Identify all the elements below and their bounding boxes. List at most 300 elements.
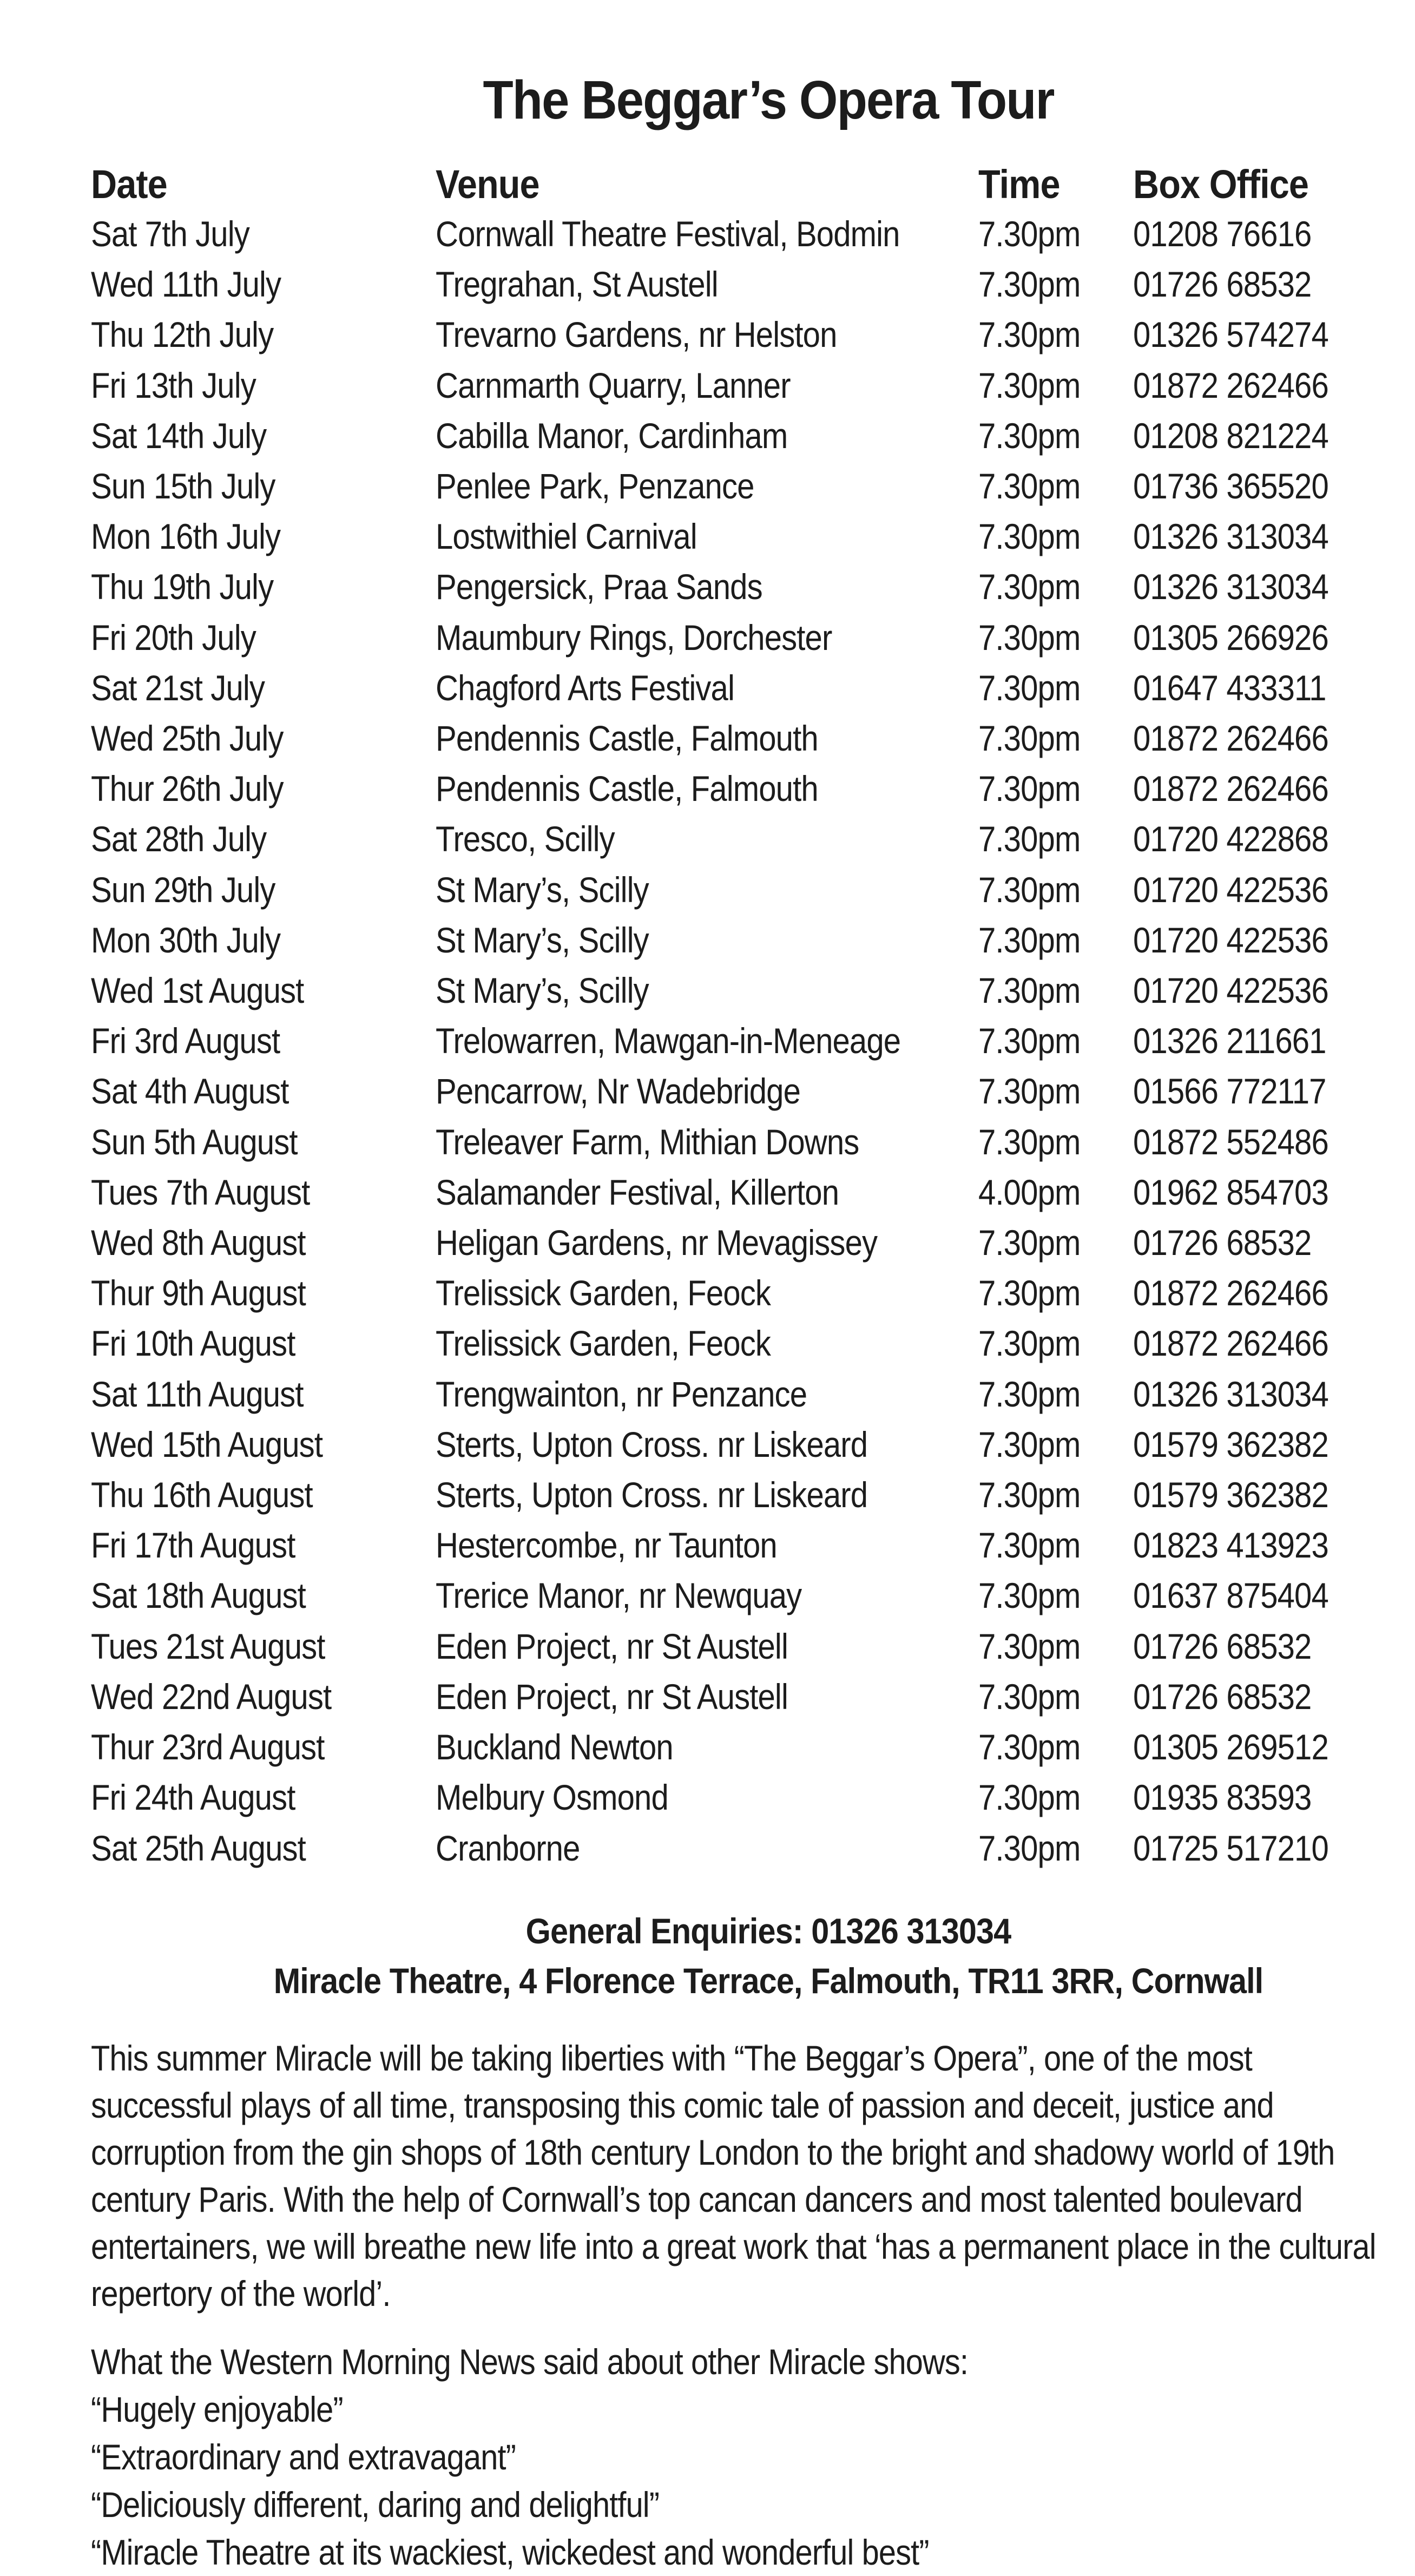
tour-time-cell: [978, 259, 1133, 310]
tour-date: Sat 11th August: [91, 1374, 304, 1414]
tour-venue-cell: [436, 713, 978, 764]
tour-date: Mon 30th July: [91, 919, 281, 960]
box-office-number: 01326 313034: [1133, 1374, 1328, 1414]
box-office-number: 01736 365520: [1133, 466, 1328, 507]
tour-time-cell: [978, 1520, 1133, 1570]
table-row: [91, 1772, 1355, 1823]
tour-venue: Carnmarth Quarry, Lanner: [436, 365, 791, 405]
tour-venue: Trelissick Garden, Feock: [436, 1273, 771, 1313]
box-office-number-cell: [1133, 1672, 1355, 1722]
tour-date: Thur 23rd August: [91, 1727, 325, 1767]
tour-time: 7.30pm: [978, 819, 1081, 859]
box-office-number: 01872 262466: [1133, 365, 1328, 405]
tour-venue: Pendennis Castle, Falmouth: [436, 768, 818, 809]
tour-time-cell: [978, 814, 1133, 864]
tour-venue: Trerice Manor, nr Newquay: [436, 1575, 802, 1616]
tour-time: 7.30pm: [978, 214, 1081, 254]
tour-date: Sat 18th August: [91, 1575, 306, 1616]
box-office-number: 01208 821224: [1133, 415, 1328, 456]
tour-date-cell: [91, 1621, 436, 1672]
tour-date-cell: [91, 1520, 436, 1570]
table-row: [91, 915, 1355, 965]
tour-date-cell: [91, 1167, 436, 1218]
box-office-number: 01305 266926: [1133, 617, 1328, 658]
tour-venue-cell: [436, 663, 978, 713]
tour-date: Sat 21st July: [91, 667, 265, 708]
table-row: [91, 1570, 1355, 1621]
description-text: This summer Miracle will be taking liberties with “The Beggar’s Opera”, one of the most successful plays of all time, transposing this comic tale of passion and deceit, justice and corruption from the gin shops of 18th century London to the bright and shadowy world of 19th century Paris. With the help of Cornwall’s top cancan dancers and most talented boulevard entertainers, we will breathe new life into a great work that ‘has a permanent place in the cultural repertory of the world’.: [91, 2038, 1376, 2314]
tour-date-cell: [91, 461, 436, 511]
box-office-number-cell: [1133, 1218, 1355, 1268]
box-office-number-cell: [1133, 259, 1355, 310]
venue-column-header: Venue: [436, 162, 539, 207]
tour-date: Wed 15th August: [91, 1424, 323, 1464]
tour-venue-cell: [436, 1772, 978, 1823]
tour-date: Fri 3rd August: [91, 1021, 280, 1061]
tour-time: 7.30pm: [978, 1071, 1081, 1112]
tour-time-cell: [978, 1369, 1133, 1420]
box-office-number: 01823 413923: [1133, 1525, 1328, 1566]
box-office-number-cell: [1133, 461, 1355, 511]
tour-date-cell: [91, 713, 436, 764]
tour-time: 7.30pm: [978, 365, 1081, 405]
tour-time-cell: [978, 1772, 1133, 1823]
box-office-number-cell: [1133, 613, 1355, 663]
tour-time-cell: [978, 915, 1133, 965]
tour-venue-cell: [436, 965, 978, 1016]
box-office-number-cell: [1133, 965, 1355, 1016]
tour-time-cell: [978, 965, 1133, 1016]
tour-date-cell: [91, 663, 436, 713]
tour-time: 7.30pm: [978, 1676, 1081, 1717]
tour-time: 7.30pm: [978, 516, 1081, 557]
tour-date-cell: [91, 310, 436, 360]
tour-date: Wed 11th July: [91, 264, 281, 305]
tour-time: 7.30pm: [978, 1828, 1081, 1868]
tour-date: Thur 26th July: [91, 768, 284, 809]
tour-time-cell: [978, 613, 1133, 663]
tour-date-cell: [91, 1722, 436, 1772]
tour-date-cell: [91, 1823, 436, 1874]
box-office-number-cell: [1133, 1823, 1355, 1874]
tour-date-cell: [91, 511, 436, 562]
table-row: [91, 1016, 1355, 1066]
box-office-number: 01726 68532: [1133, 264, 1312, 305]
tour-venue-cell: [436, 511, 978, 562]
press-quotes: [91, 2338, 1379, 2576]
table-row: [91, 713, 1355, 764]
box-office-number: 01305 269512: [1133, 1727, 1328, 1767]
table-row: [91, 310, 1355, 360]
box-office-number-cell: [1133, 1420, 1355, 1470]
table-row: [91, 1621, 1355, 1672]
tour-venue: St Mary’s, Scilly: [436, 970, 649, 1011]
tour-time: 7.30pm: [978, 1323, 1081, 1364]
box-office-number: 01872 262466: [1133, 768, 1328, 809]
tour-venue-cell: [436, 865, 978, 915]
table-row: [91, 1722, 1355, 1772]
time-column-header: Time: [978, 162, 1060, 207]
table-row: [91, 965, 1355, 1016]
box-office-number-cell: [1133, 814, 1355, 864]
tour-date: Fri 13th July: [91, 365, 256, 405]
tour-date-cell: [91, 915, 436, 965]
tour-venue: St Mary’s, Scilly: [436, 919, 649, 960]
tour-date-cell: [91, 1672, 436, 1722]
box-office-number-cell: [1133, 1621, 1355, 1672]
tour-date: Wed 22nd August: [91, 1676, 332, 1717]
tour-date-cell: [91, 1420, 436, 1470]
tour-time: 7.30pm: [978, 314, 1081, 355]
tour-venue-cell: [436, 1520, 978, 1570]
tour-time: 7.30pm: [978, 1374, 1081, 1414]
tour-time-cell: [978, 1167, 1133, 1218]
tour-venue: Sterts, Upton Cross. nr Liskeard: [436, 1424, 868, 1464]
tour-venue-cell: [436, 1117, 978, 1167]
box-office-number-cell: [1133, 1570, 1355, 1621]
press-quote: “Miracle Theatre at its wackiest, wickedest and wonderful best”: [91, 2532, 929, 2572]
tour-time: 7.30pm: [978, 768, 1081, 809]
tour-venue-cell: [436, 1570, 978, 1621]
tour-venue: Trevarno Gardens, nr Helston: [436, 314, 837, 355]
table-row: [91, 1672, 1355, 1722]
box-office-number-cell: [1133, 713, 1355, 764]
table-row: [91, 1318, 1355, 1369]
tour-time: 7.30pm: [978, 264, 1081, 305]
tour-date-cell: [91, 1470, 436, 1520]
tour-venue-cell: [436, 1722, 978, 1772]
tour-date-cell: [91, 360, 436, 411]
table-row: [91, 1520, 1355, 1570]
table-row: [91, 461, 1355, 511]
tour-time: 7.30pm: [978, 567, 1081, 607]
tour-date: Sat 7th July: [91, 214, 249, 254]
box-office-number: 01872 552486: [1133, 1121, 1328, 1162]
tour-schedule-table: [91, 209, 1355, 1874]
tour-date-cell: [91, 562, 436, 612]
table-row: [91, 562, 1355, 612]
tour-time-cell: [978, 1570, 1133, 1621]
tour-time: 4.00pm: [978, 1172, 1081, 1212]
tour-time-cell: [978, 411, 1133, 461]
box-office-number-cell: [1133, 915, 1355, 965]
tour-date: Wed 1st August: [91, 970, 304, 1011]
tour-time: 7.30pm: [978, 1121, 1081, 1162]
tour-venue: St Mary’s, Scilly: [436, 869, 649, 910]
box-office-number-cell: [1133, 1369, 1355, 1420]
box-office-number-cell: [1133, 1117, 1355, 1167]
tour-time: 7.30pm: [978, 1777, 1081, 1818]
tour-date-cell: [91, 814, 436, 864]
tour-time-cell: [978, 1722, 1133, 1772]
tour-date-cell: [91, 1268, 436, 1318]
tour-time-cell: [978, 713, 1133, 764]
table-row: [91, 663, 1355, 713]
box-office-number-cell: [1133, 764, 1355, 814]
tour-time-cell: [978, 1470, 1133, 1520]
tour-date: Fri 17th August: [91, 1525, 295, 1566]
table-row: [91, 1420, 1355, 1470]
tour-time: 7.30pm: [978, 718, 1081, 759]
tour-venue-cell: [436, 1621, 978, 1672]
tour-date: Thur 9th August: [91, 1273, 306, 1313]
tour-time-cell: [978, 209, 1133, 259]
tour-venue-cell: [436, 411, 978, 461]
tour-venue: Hestercombe, nr Taunton: [436, 1525, 777, 1566]
table-row: [91, 1369, 1355, 1420]
tour-venue-cell: [436, 814, 978, 864]
tour-venue-cell: [436, 1268, 978, 1318]
box-office-number-cell: [1133, 1470, 1355, 1520]
box-office-number-cell: [1133, 511, 1355, 562]
box-office-number: 01725 517210: [1133, 1828, 1328, 1868]
box-office-number: 01720 422868: [1133, 819, 1328, 859]
box-office-number: 01872 262466: [1133, 1323, 1328, 1364]
box-office-number: 01208 76616: [1133, 214, 1312, 254]
tour-venue: Penlee Park, Penzance: [436, 466, 754, 507]
table-row: [91, 1823, 1355, 1874]
box-office-number: 01326 313034: [1133, 516, 1328, 557]
tour-venue-cell: [436, 310, 978, 360]
tour-venue-cell: [436, 461, 978, 511]
tour-venue-cell: [436, 1318, 978, 1369]
tour-date: Thu 12th July: [91, 314, 274, 355]
tour-schedule-body: [91, 209, 1355, 1874]
tour-time-cell: [978, 1420, 1133, 1470]
tour-venue: Trelissick Garden, Feock: [436, 1323, 771, 1364]
tour-date-cell: [91, 259, 436, 310]
tour-venue-cell: [436, 613, 978, 663]
box-office-number: 01962 854703: [1133, 1172, 1328, 1212]
page-title: The Beggar’s Opera Tour: [483, 70, 1054, 130]
tour-time: 7.30pm: [978, 1626, 1081, 1666]
box-office-number: 01726 68532: [1133, 1223, 1312, 1263]
tour-date: Wed 8th August: [91, 1223, 306, 1263]
description-paragraph: [91, 2035, 1379, 2317]
tour-venue-cell: [436, 1470, 978, 1520]
press-quote: “Deliciously different, daring and delightful”: [91, 2485, 660, 2525]
tour-time: 7.30pm: [978, 1475, 1081, 1515]
box-office-number: 01720 422536: [1133, 869, 1328, 910]
box-office-number: 01326 211661: [1133, 1021, 1326, 1061]
tour-venue: Trelowarren, Mawgan-in-Meneage: [436, 1021, 901, 1061]
table-row: [91, 1167, 1355, 1218]
tour-date: Sun 5th August: [91, 1121, 298, 1162]
table-row: [91, 360, 1355, 411]
box-office-number: 01935 83593: [1133, 1777, 1312, 1818]
tour-time-cell: [978, 511, 1133, 562]
box-office-number: 01720 422536: [1133, 970, 1328, 1011]
box-office-number-cell: [1133, 562, 1355, 612]
tour-venue: Pengersick, Praa Sands: [436, 567, 762, 607]
tour-date: Fri 10th August: [91, 1323, 295, 1364]
tour-time-cell: [978, 1218, 1133, 1268]
table-row: [91, 814, 1355, 864]
tour-date: Thu 16th August: [91, 1475, 313, 1515]
tour-venue: Pencarrow, Nr Wadebridge: [436, 1071, 800, 1112]
table-row: [91, 1470, 1355, 1520]
box-office-number: 01726 68532: [1133, 1626, 1312, 1666]
tour-date: Sun 15th July: [91, 466, 275, 507]
box-office-number: 01872 262466: [1133, 1273, 1328, 1313]
tour-venue-cell: [436, 1066, 978, 1116]
box-office-number: 01326 574274: [1133, 314, 1328, 355]
tour-venue: Tresco, Scilly: [436, 819, 615, 859]
tour-time: 7.30pm: [978, 1424, 1081, 1464]
tour-date: Wed 25th July: [91, 718, 284, 759]
tour-venue-cell: [436, 1369, 978, 1420]
tour-time-cell: [978, 461, 1133, 511]
table-row: [91, 613, 1355, 663]
tour-time-cell: [978, 1672, 1133, 1722]
tour-time-cell: [978, 865, 1133, 915]
box-office-number-cell: [1133, 1722, 1355, 1772]
tour-time-cell: [978, 1823, 1133, 1874]
tour-venue: Eden Project, nr St Austell: [436, 1676, 788, 1717]
box-office-number-cell: [1133, 1167, 1355, 1218]
press-intro: What the Western Morning News said about other Miracle shows:: [91, 2342, 969, 2382]
tour-time: 7.30pm: [978, 1525, 1081, 1566]
tour-date-cell: [91, 865, 436, 915]
tour-date: Tues 7th August: [91, 1172, 310, 1212]
tour-venue: Melbury Osmond: [436, 1777, 668, 1818]
tour-venue: Tregrahan, St Austell: [436, 264, 718, 305]
box-office-number: 01566 772117: [1133, 1071, 1326, 1112]
tour-time-cell: [978, 1318, 1133, 1369]
tour-venue-cell: [436, 1823, 978, 1874]
theatre-address: Miracle Theatre, 4 Florence Terrace, Falmouth, TR11 3RR, Cornwall: [273, 1961, 1263, 2001]
tour-time-cell: [978, 310, 1133, 360]
tour-time: 7.30pm: [978, 1727, 1081, 1767]
tour-venue: Pendennis Castle, Falmouth: [436, 718, 818, 759]
table-row: [91, 1218, 1355, 1268]
box-office-number: 01872 262466: [1133, 718, 1328, 759]
tour-venue: Maumbury Rings, Dorchester: [436, 617, 832, 658]
tour-time: 7.30pm: [978, 1021, 1081, 1061]
tour-date: Fri 24th August: [91, 1777, 295, 1818]
box-office-number-cell: [1133, 1772, 1355, 1823]
tour-date-cell: [91, 1218, 436, 1268]
box-office-number-cell: [1133, 1318, 1355, 1369]
tour-venue-cell: [436, 1016, 978, 1066]
box-office-number-cell: [1133, 1066, 1355, 1116]
tour-date: Tues 21st August: [91, 1626, 325, 1666]
tour-venue-cell: [436, 1420, 978, 1470]
tour-time-cell: [978, 764, 1133, 814]
tour-venue-cell: [436, 1167, 978, 1218]
tour-time: 7.30pm: [978, 970, 1081, 1011]
box-office-number: 01720 422536: [1133, 919, 1328, 960]
box-office-number-cell: [1133, 865, 1355, 915]
press-quote: “Extraordinary and extravagant”: [91, 2437, 516, 2477]
tour-date-cell: [91, 1318, 436, 1369]
tour-time-cell: [978, 1268, 1133, 1318]
box-office-number-cell: [1133, 209, 1355, 259]
box-office-number: 01726 68532: [1133, 1676, 1312, 1717]
tour-venue-cell: [436, 209, 978, 259]
tour-time: 7.30pm: [978, 415, 1081, 456]
table-row: [91, 209, 1355, 259]
general-enquiries: General Enquiries: 01326 313034: [525, 1911, 1011, 1951]
tour-venue: Buckland Newton: [436, 1727, 673, 1767]
tour-date-cell: [91, 764, 436, 814]
box-office-number-cell: [1133, 360, 1355, 411]
tour-venue-cell: [436, 1672, 978, 1722]
table-row: [91, 1268, 1355, 1318]
box-office-number: 01637 875404: [1133, 1575, 1328, 1616]
tour-time-cell: [978, 562, 1133, 612]
box-office-number-cell: [1133, 663, 1355, 713]
tour-venue: Salamander Festival, Killerton: [436, 1172, 839, 1212]
tour-time-cell: [978, 1066, 1133, 1116]
tour-venue-cell: [436, 915, 978, 965]
tour-date: Sat 28th July: [91, 819, 267, 859]
box-office-number-cell: [1133, 310, 1355, 360]
tour-time: 7.30pm: [978, 869, 1081, 910]
box-office-number: 01326 313034: [1133, 567, 1328, 607]
tour-date-cell: [91, 411, 436, 461]
tour-date: Fri 20th July: [91, 617, 256, 658]
tour-venue: Heligan Gardens, nr Mevagissey: [436, 1223, 878, 1263]
table-row: [91, 1117, 1355, 1167]
tour-time: 7.30pm: [978, 466, 1081, 507]
tour-time: 7.30pm: [978, 1273, 1081, 1313]
tour-time-cell: [978, 1621, 1133, 1672]
tour-time-cell: [978, 663, 1133, 713]
tour-venue-cell: [436, 562, 978, 612]
tour-venue: Trengwainton, nr Penzance: [436, 1374, 807, 1414]
tour-date: Sat 4th August: [91, 1071, 289, 1112]
tour-venue-cell: [436, 259, 978, 310]
tour-venue: Lostwithiel Carnival: [436, 516, 697, 557]
box-office-column-header: Box Office: [1133, 162, 1309, 207]
tour-venue-cell: [436, 764, 978, 814]
table-row: [91, 1066, 1355, 1116]
tour-date: Sun 29th July: [91, 869, 275, 910]
tour-date-cell: [91, 1772, 436, 1823]
table-row: [91, 411, 1355, 461]
tour-venue: Cabilla Manor, Cardinham: [436, 415, 788, 456]
table-row: [91, 511, 1355, 562]
tour-venue: Treleaver Farm, Mithian Downs: [436, 1121, 859, 1162]
tour-time: 7.30pm: [978, 1575, 1081, 1616]
box-office-number-cell: [1133, 1520, 1355, 1570]
tour-venue: Sterts, Upton Cross. nr Liskeard: [436, 1475, 868, 1515]
tour-date-cell: [91, 209, 436, 259]
tour-date: Mon 16th July: [91, 516, 281, 557]
box-office-number-cell: [1133, 1016, 1355, 1066]
tour-date-cell: [91, 1016, 436, 1066]
tour-date-cell: [91, 613, 436, 663]
box-office-number-cell: [1133, 1268, 1355, 1318]
tour-time-cell: [978, 1016, 1133, 1066]
tour-venue: Cranborne: [436, 1828, 580, 1868]
tour-date-cell: [91, 1570, 436, 1621]
tour-date-cell: [91, 1369, 436, 1420]
tour-venue-cell: [436, 360, 978, 411]
date-column-header: Date: [91, 162, 167, 207]
tour-date-cell: [91, 1117, 436, 1167]
tour-time-cell: [978, 1117, 1133, 1167]
tour-date: Thu 19th July: [91, 567, 274, 607]
table-row: [91, 764, 1355, 814]
box-office-number-cell: [1133, 411, 1355, 461]
table-row: [91, 259, 1355, 310]
table-row: [91, 865, 1355, 915]
press-quote: “Hugely enjoyable”: [91, 2389, 343, 2429]
tour-time: 7.30pm: [978, 617, 1081, 658]
tour-venue-cell: [436, 1218, 978, 1268]
